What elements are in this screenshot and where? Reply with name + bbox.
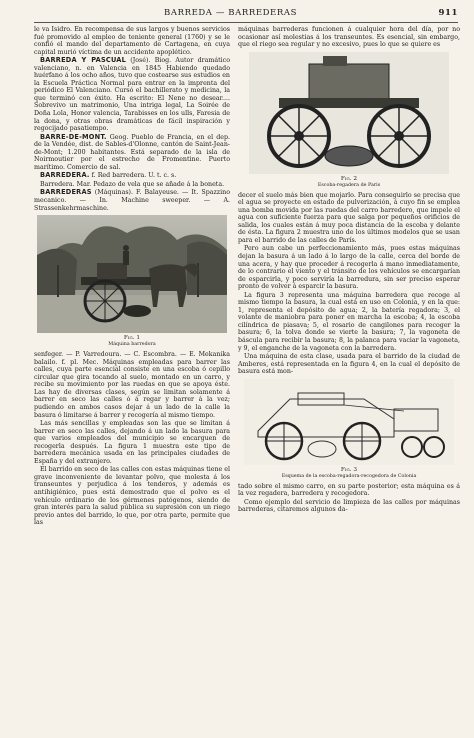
figure-1-photo	[37, 215, 227, 333]
paragraph: Una máquina de esta clase, usada para el barrido de la ciudad de Amberes, está representada en la figura 4, en la cual el depósito de basura está mon-	[238, 353, 460, 376]
figure-3	[238, 379, 460, 480]
page-header	[34, 8, 458, 22]
entry-text: (Máquinas). F. Balayeuse. — It. Spazzino mecanico. — In. Machine sweeper. — A. Strassenkehrmaschine.	[34, 189, 230, 212]
paragraph: tado sobre el mismo carro, en su parte posterior; esta máquina es á la vez regadera, barredera y recogedora.	[238, 482, 460, 498]
entry-text: (José). Biog. Autor dramático valenciano, n. en Valencia en 1845 Habiendo quedado huérfano á los ocho años, tuvo que costearse sus estudios en la Escuela Práctica Normal para entrar en la imprenta del periódico El Valenciano. Cursó el bachillerato y medicina, la que terminó con éxito. Ha escrito: El Nene no desear.... Sobrevivo un matrimonio, Una intriga legal, La Soirée de Doña Lola, Honor valencia, Tarabisses en los ulls, Faresia de la dona, y otras obras dramáticas de fácil inspiración y regocijado pasatiempo.	[34, 57, 230, 133]
paragraph: máquinas barrederas funcionen á cualquier hora del día, por no ocasionar así molestias á los transeuntes. Es esencial, sin embargo, que el riego sea regular y no excesivo, pues lo que se quiere es	[238, 26, 460, 49]
figure-1-label: Fig. 1	[123, 335, 141, 342]
right-column	[238, 26, 460, 515]
left-column	[34, 26, 230, 528]
entry-text: f. Red barredera. U. t. c. s.	[89, 172, 177, 180]
cologne-sweeper-diagram	[244, 379, 454, 465]
paragraph: le va Isidro. En recompensa de sus largos y buenos servicios fué promovido al empleo de teniente general (1760) y se le confió el mando del departamento de Cartagena, en cuya capital murió víctima de un accidente apoplético.	[34, 26, 230, 56]
header-rule	[34, 22, 458, 23]
headword: BARREDA Y PASCUAL	[40, 56, 127, 65]
entry-barrederas	[34, 189, 230, 212]
headword: BARREDERAS	[40, 188, 92, 197]
paragraph: Pero aun cabe un perfeccionamiento más, pues estas máquinas dejan la basura á un lado á lo largo de la calle, cerca del borde de una acera, y hay que proceder á recogerla á mano inmediatamente, de lo contrario el viento y el tránsito de los vehículos se encargarían de esparcirla, y poco serviría la barredura, sin ser preciso esperar pronto de volver á esparcir la basura.	[238, 245, 460, 291]
headword: BARREDERA.	[40, 171, 90, 180]
figure-3-caption: Esquema de la escoba-regadora-recogedora de Colonia	[281, 473, 417, 479]
figure-2-caption: Escoba-regadera de Paris	[317, 182, 381, 188]
paragraph: Las más sencillas y empleadas son las que se limitan á barrer en seco las calles, dejando á un lado la basura para que varios empleados del municipio se encarguen de recogerla después. La figura 1 muestra este tipo de barredera mecánica usada en las principales ciudades de España y del extranjero.	[34, 420, 230, 465]
paris-sweeper-illustration	[249, 52, 449, 174]
figure-1	[34, 215, 230, 348]
entry-text: Geog. Pueblo de Francia, en el dep. de la Vendée, dist. de Sables-d'Olonne, cantón de Saint-Jean-de-Mont; 1.200 habitantes. Está separado de la isla de Noirmoutier por el estrecho de Fromentine. Puerto marítimo. Comercio de sal.	[34, 133, 230, 171]
figure-1-caption: Máquina barredora	[108, 342, 156, 348]
paragraph: senfeger. — P. Varredoura. — C. Escombra. — E. Mekanika balailo. f. pl. Mec. Máquinas empleadas para barrer las calles, cuya parte esencial consiste en una escoba ó cepillo circular que gira tocando al suelo, montado en un carro, y recibe su movimiento por las ruedas en que se apoya éste. Las hay de diversas clases, según se limitan solamente á barrer en seco las calles ó á regar y barrer á la vez; pudiendo en ambos casos dejar á un lado de la calle la basura ó limitarse á barrer y recogería al mismo tiempo.	[34, 351, 230, 419]
figure-2	[238, 52, 460, 189]
running-title: BARREDA — BARREDERAS	[164, 8, 298, 18]
figure-2-engraving	[249, 52, 449, 174]
horse-drawn-sweeper-illustration	[37, 215, 227, 333]
headword: BARRE-DE-MONT.	[40, 132, 107, 141]
paragraph: La figura 3 representa una máquina barredera que recoge al mismo tiempo la basura, la cual está en uso en Colonia, y en la que: 1, representa el depósito de agua; 2, la batería regadora; 3, el volante de maniobra para poner en marcha la escoba; 4, la escoba cilíndrica de piasava; 5, el rosario de cangilones para recoger la basura; 6, la tolva donde se vierte la basura; 7, la vagoneta de báscula para recibir la basura; 8, la palanca para vaciar la vagoneta, y 9, el enganche de la vagoneta con la barredera.	[238, 291, 460, 352]
paragraph: decer el suelo más bien que mojarlo. Para conseguirlo se precisa que el agua se proyecte en estado de pulverización, á cuyo fin se emplea una bomba movida por las ruedas del carro barredero, que impele el agua con suficiente fuerza para que salga por pequeños orificios de salida, los cuales están á muy poca distancia de la escoba y delante de ésta. La figura 2 muestra uno de los últimos modelos que se usan para el barrido de las calles de París.	[238, 191, 460, 244]
figure-3-diagram	[244, 379, 454, 465]
paragraph: Barredera. Mar. Pedazo de vela que se añade á la boneta.	[40, 180, 225, 188]
entry-barredera	[34, 172, 230, 180]
figure-2-label: Fig. 2	[340, 175, 358, 182]
page-number: 911	[438, 8, 458, 18]
paragraph: Como ejemplo del servicio de limpieza de las calles por máquinas barrederas, citaremos algunos da-	[238, 498, 460, 514]
figure-3-label: Fig. 3	[340, 466, 358, 473]
entry-barre-de-mont	[34, 134, 230, 172]
paragraph: El barrido en seco de las calles con estas máquinas tiene el grave inconveniente de levantar polvo, que molesta á los transeuntes y perjudica á los tenderos, y además es antihigiénico, pues está demostrado que el polvo es el vehículo ordinario de los gérmenes patógenos, siendo de gran interés para la salud pública su supresión con un riego previo antes del barrido, lo que, por otra parte, permite que las	[34, 466, 230, 527]
entry-barreda-y-pascual	[34, 57, 230, 132]
